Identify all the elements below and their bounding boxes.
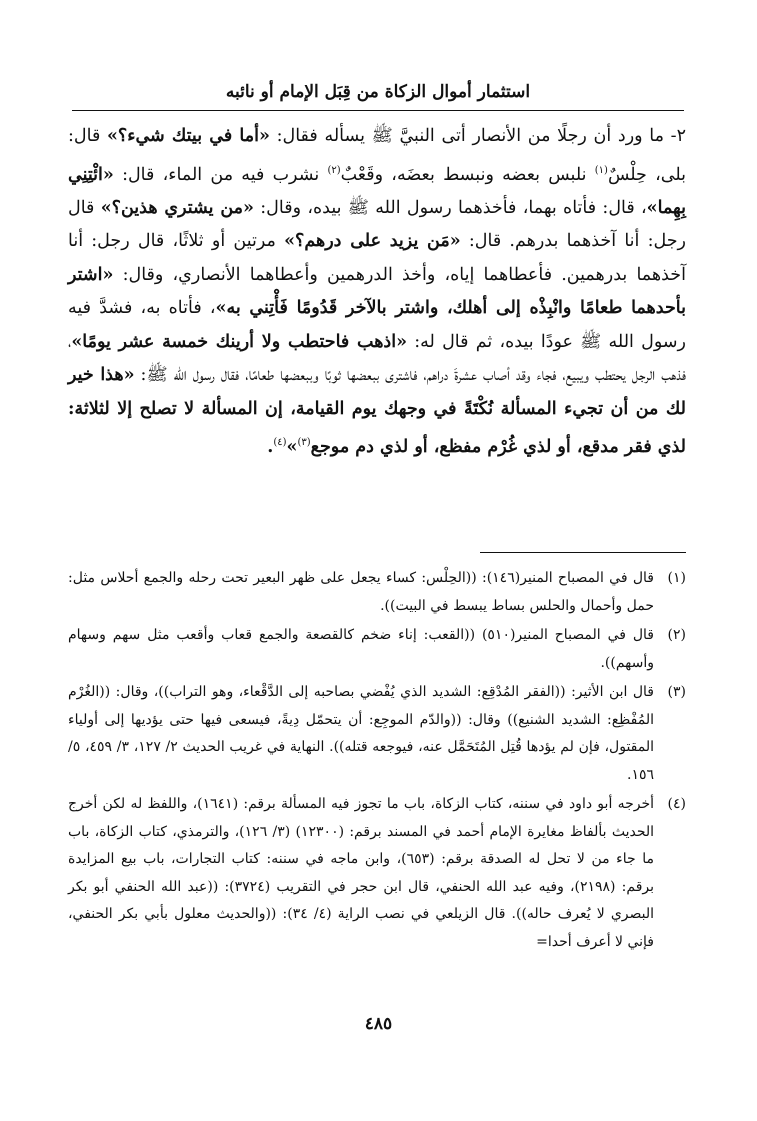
hadith-quote: . [267,437,274,458]
footnote-ref: (١) [594,164,608,176]
hadith-quote: «مَن يزيد على درهم؟» [284,231,461,252]
footnote-number: (٢) [667,627,686,643]
hadith-quote: «هذا خير لك من أن تجيء المسألة نُكْتَةً في وجهك يوم القيامة، إن المسألة لا تصلح إلا لثلاثة: لذي فقر مدقع، أو لذي غُرْم مفظع، أو لذي دم موجع [68,365,686,458]
footnote [68,791,686,956]
hadith-quote: «اذهب فاحتطب ولا أرينك خمسة عشر يومًا» [71,331,408,352]
hadith-quote: «أما في بيتك شيء؟» [106,126,270,146]
hadith-quote: » [286,437,298,458]
hadith-quote: «اشتر بأحدهما طعامًا وانْبِذْه إلى أهلك، واشتر بالآخر قَدُومًا فَأْتِني به» [68,264,686,319]
narration-text: ، فأتاه به، فشدَّ فيه رسول الله ﷺ عودًا بيده، ثم قال له: [68,298,686,352]
footnotes [68,565,686,958]
footnote-number: (٣) [667,684,686,700]
page-number: ٤٨٥ [364,1014,393,1034]
footnote-number: (١) [667,570,686,586]
footnote-ref: (٢) [327,164,341,176]
narration-text: قال: بلى، حِلْسٌ [68,126,686,185]
narration-text: مرتين أو ثلاثًا، قال رجل: أنا آخذهما بدرهمين. فأعطاهما إياه، وأخذ الدرهمين وأعطاهما الأنصاري، وقال: [68,231,686,285]
hadith-quote: «من يشتري هذين؟» [100,197,254,218]
narration-text: قال رجل: أنا آخذهما بدرهم. قال: [68,197,686,252]
footnote [68,622,686,677]
narration-text: نشرب فيه من الماء، قال: [113,164,328,185]
hadith-quote: «ائْتِنِي بِهِما» [68,164,686,218]
footnote-number: (٤) [667,796,686,812]
footnote-text: قال في المصباح المنير(١٤٦): ((الحِلْس: كساء يجعل على ظهر البعير تحت رحله والجمع أحلاس مثل: حمل وأحمال والحلس بساط يبسط في البيت)). [68,570,654,614]
narration-text: ، قال: فأتاه بهما، فأخذهما رسول الله ﷺ بيده، وقال: [253,197,647,218]
footnote [68,565,686,620]
hadith-paragraph [68,120,686,465]
narration-text: ٢- ما ورد أن رجلًا من الأنصار أتى النبيَّ ﷺ يسأله فقال: [269,126,686,146]
running-header: استثمار أموال الزكاة من قِبَل الإمام أو نائبه [72,80,684,111]
footnote [68,679,686,789]
footnote-ref: (٣) [297,437,311,449]
footnote-text: أخرجه أبو داود في سننه، كتاب الزكاة، باب ما تجوز فيه المسألة برقم: (١٦٤١)، واللفظ له لكن أخرج الحديث بألفاظ مغايرة الإمام أحمد في المسند برقم: (١٢٣٠٠) (٣/ ١٢٦)، والترمذي، كتاب الزكاة، باب ما جاء من لا تحل له الصدقة برقم: (٦٥٣)، وابن ماجه في سننه: كتاب التجارات، باب بيع المزايدة برقم: (٢١٩٨)، وفيه عبد الله الحنفي، قال ابن حجر في التقريب (٣٧٢٤): ((عبد الله الحنفي أبو بكر البصري لا يُعرف حاله)). قال الزيلعي في نصب الراية (٤/ ٣٤): ((والحديث معلول بأبي بكر الحنفي، فإني لا أعرف أحدا= [68,796,655,950]
main-text [68,120,686,465]
narration-text: ، فذهب الرجل يحتطب ويبيع، فجاء وقد أصاب عشرةَ دراهم، فاشترى ببعضها ثوبًا وببعضها طعامًا، فقال رسول الله ﷺ: [68,331,686,386]
footnote-separator [480,552,686,553]
footnote-text: قال في المصباح المنير(٥١٠) ((القعب: إناء ضخم كالقصعة والجمع قعاب وأقعب مثل سهم وسهام وأسهم)). [68,627,654,671]
narration-text: نلبس بعضه ونبسط بعضَه، وقَعْبٌ [340,164,595,185]
footnote-ref: (٤) [273,437,287,449]
footnote-text: قال ابن الأثير: ((الفقر المُدْقِع: الشديد الذي يُفْضي بصاحبه إلى الدَّقْعاء، وهو التراب))، وقال: ((الغُرْم المُفْظِع: الشديد الشنيع)) وقال: ((والدّم الموجِع: أن يتحمّل دِيةً، فيسعى فيها حتى يؤديها إلى أولياء المقتول، فإن لم يؤدها قُتِل المُتَحَمَّل عنه، فيوجعه قتله)). النهاية في غريب الحديث ٢/ ١٢٧، ٣/ ٤٥٩، ٥/ ١٥٦. [68,684,655,783]
